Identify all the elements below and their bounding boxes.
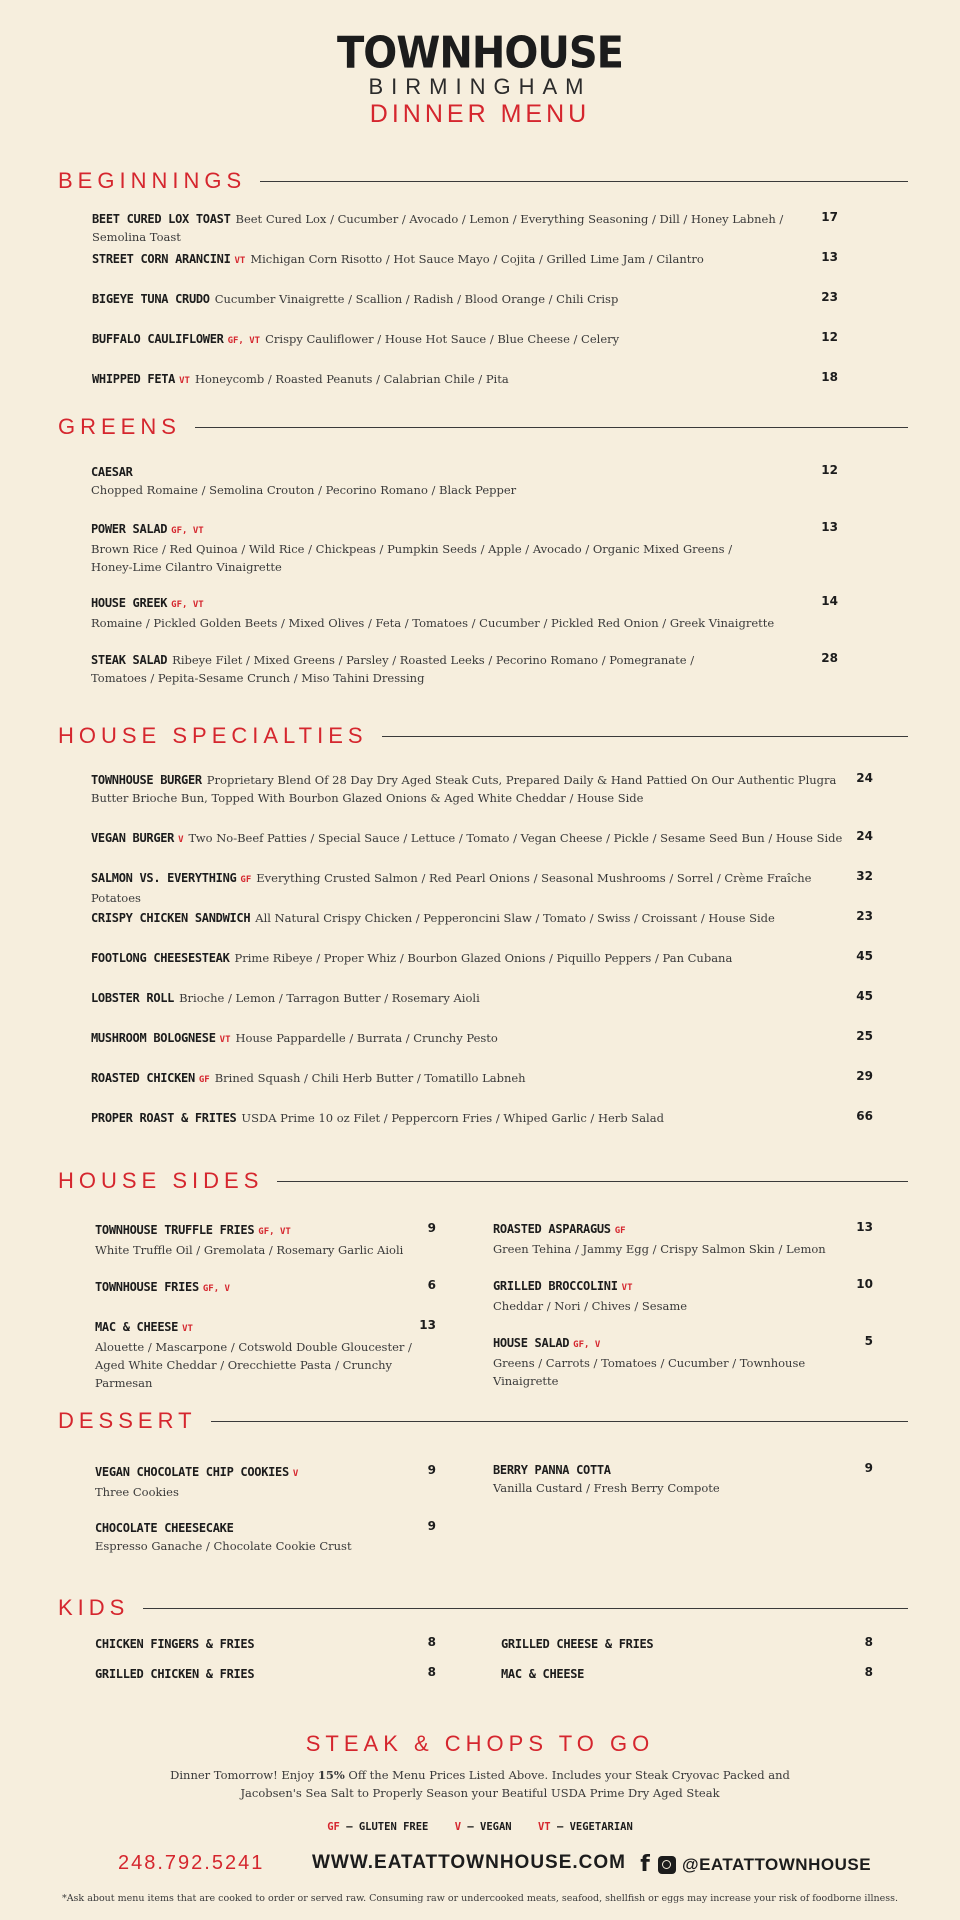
item-description: Espresso Ganache / Chocolate Cookie Crust xyxy=(95,1539,352,1553)
item-description: Green Tehina / Jammy Egg / Crispy Salmon Skin / Lemon xyxy=(493,1242,826,1256)
item-description: USDA Prime 10 oz Filet / Peppercorn Fries / Whiped Garlic / Herb Salad xyxy=(241,1111,664,1125)
section-house-specialties xyxy=(58,721,908,751)
item-name: FOOTLONG CHEESESTEAK xyxy=(91,951,230,965)
dietary-tag: VT xyxy=(219,1035,231,1045)
section-title: GREENS xyxy=(58,414,181,439)
legend-label: – VEGETARIAN xyxy=(556,1821,633,1833)
item-name: CHICKEN FINGERS & FRIES xyxy=(95,1637,255,1651)
item-name: TOWNHOUSE FRIES xyxy=(95,1280,199,1294)
dietary-tag: GF, VT xyxy=(227,336,261,346)
item-price: 29 xyxy=(856,1069,873,1083)
facebook-icon[interactable]: f xyxy=(640,1852,650,1877)
item-price: 66 xyxy=(856,1109,873,1123)
menu-item xyxy=(91,949,861,967)
dietary-tag: GF, VT xyxy=(258,1227,291,1237)
item-description: Honeycomb / Roasted Peanuts / Calabrian Chile / Pita xyxy=(194,372,509,386)
city-name: BIRMINGHAM xyxy=(368,74,592,99)
legend-label: – GLUTEN FREE xyxy=(346,1821,429,1833)
item-name: POWER SALAD xyxy=(91,522,168,536)
section-house-sides xyxy=(58,1166,908,1196)
dietary-tag: GF xyxy=(240,875,252,885)
item-description: Romaine / Pickled Golden Beets / Mixed Olives / Feta / Tomatoes / Cucumber / Pickled Red Onion / Greek Vinaigrette xyxy=(91,616,775,630)
menu-item xyxy=(95,1635,435,1653)
menu-item xyxy=(91,463,811,499)
section-title: DESSERT xyxy=(58,1408,197,1433)
section-rule xyxy=(143,1608,908,1609)
item-name: STREET CORN ARANCINI xyxy=(92,252,231,266)
item-description: Honey-Lime Cilantro Vinaigrette xyxy=(91,560,282,574)
item-name: PROPER ROAST & FRITES xyxy=(91,1111,237,1125)
section-rule xyxy=(382,736,908,737)
item-name: CHOCOLATE CHEESECAKE xyxy=(95,1521,234,1535)
item-name: VEGAN BURGER xyxy=(91,831,175,845)
instagram-icon[interactable] xyxy=(658,1856,676,1874)
menu-item xyxy=(91,594,811,632)
item-name: MAC & CHEESE xyxy=(501,1667,585,1681)
menu-item xyxy=(91,829,861,849)
item-price: 32 xyxy=(856,869,873,883)
item-description: Aged White Cheddar / Orecchiette Pasta / Crunchy Parmesan xyxy=(95,1358,393,1390)
item-description: Butter Brioche Bun, Topped With Bourbon Glazed Onions & Aged White Cheddar / House Side xyxy=(91,791,644,805)
item-name: HOUSE SALAD xyxy=(493,1336,570,1350)
item-description: Tomatoes / Pepita-Sesame Crunch / Miso Tahini Dressing xyxy=(91,671,425,685)
menu-item xyxy=(91,1029,861,1049)
dietary-legend xyxy=(0,1821,960,1833)
item-price: 18 xyxy=(821,370,838,384)
item-price: 8 xyxy=(864,1635,873,1649)
menu-item xyxy=(92,210,812,246)
item-description: Prime Ribeye / Proper Whiz / Bourbon Glazed Onions / Piquillo Peppers / Pan Cubana xyxy=(234,951,733,965)
item-price: 8 xyxy=(427,1665,436,1679)
item-name: BUFFALO CAULIFLOWER xyxy=(92,332,224,346)
dietary-tag: GF, VT xyxy=(171,600,204,610)
togo-text: Dinner Tomorrow! Enjoy xyxy=(170,1768,318,1782)
menu-item xyxy=(493,1277,863,1315)
dietary-tag: VT xyxy=(234,256,246,266)
menu-item xyxy=(501,1635,841,1653)
section-beginnings xyxy=(58,166,908,196)
social-links xyxy=(638,1852,871,1877)
item-description: Beet Cured Lox / Cucumber / Avocado / Lemon / Everything Seasoning / Dill / Honey Labneh / Semolina Toast xyxy=(92,212,784,244)
item-description: Michigan Corn Risotto / Hot Sauce Mayo / Cojita / Grilled Lime Jam / Cilantro xyxy=(250,252,704,266)
item-price: 10 xyxy=(856,1277,873,1291)
section-rule xyxy=(195,427,908,428)
dietary-tag: VT xyxy=(182,1324,193,1334)
menu-item xyxy=(95,1519,435,1555)
item-price: 12 xyxy=(821,463,838,477)
section-kids xyxy=(58,1593,908,1623)
item-description: Cucumber Vinaigrette / Scallion / Radish / Blood Orange / Chili Crisp xyxy=(214,292,619,306)
item-description: Everything Crusted Salmon / Red Pearl Onions / Seasonal Mushrooms / Sorrel / Crème Fraîche Potatoes xyxy=(91,871,812,905)
item-price: 8 xyxy=(427,1635,436,1649)
item-price: 13 xyxy=(419,1318,436,1332)
menu-item xyxy=(95,1278,435,1298)
menu-item xyxy=(493,1334,863,1390)
item-name: MUSHROOM BOLOGNESE xyxy=(91,1031,216,1045)
item-price: 12 xyxy=(821,330,838,344)
section-title: HOUSE SPECIALTIES xyxy=(58,723,368,748)
legend-vegan xyxy=(455,1821,512,1833)
item-price: 17 xyxy=(821,210,838,224)
section-dessert xyxy=(58,1406,908,1436)
dietary-tag: VT xyxy=(621,1283,633,1293)
item-price: 25 xyxy=(856,1029,873,1043)
item-description: Greens / Carrots / Tomatoes / Cucumber / Townhouse Vinaigrette xyxy=(493,1356,806,1388)
togo-discount: 15% xyxy=(317,1768,345,1782)
item-price: 6 xyxy=(427,1278,436,1292)
item-description: Cheddar / Nori / Chives / Sesame xyxy=(493,1299,688,1313)
item-price: 9 xyxy=(427,1519,436,1533)
legend-vegetarian xyxy=(538,1821,633,1833)
menu-item xyxy=(95,1221,435,1259)
menu-item xyxy=(91,989,861,1007)
item-description: Proprietary Blend Of 28 Day Dry Aged Steak Cuts, Prepared Daily & Hand Pattied On Our Authentic Plugra xyxy=(206,773,837,787)
item-description: White Truffle Oil / Gremolata / Rosemary Garlic Aioli xyxy=(95,1243,404,1257)
item-name: HOUSE GREEK xyxy=(91,596,168,610)
section-greens xyxy=(58,412,908,442)
item-description: Alouette / Mascarpone / Cotswold Double Gloucester / xyxy=(95,1340,412,1354)
menu-item xyxy=(92,250,812,270)
item-name: GRILLED BROCCOLINI xyxy=(493,1279,618,1293)
dietary-tag: VT xyxy=(179,376,190,386)
item-price: 13 xyxy=(856,1220,873,1234)
dietary-tag: GF, VT xyxy=(171,526,204,536)
item-price: 8 xyxy=(864,1665,873,1679)
menu-item xyxy=(92,370,812,390)
item-description: All Natural Crispy Chicken / Pepperoncini Slaw / Tomato / Swiss / Croissant / House Side xyxy=(255,911,775,925)
menu-item xyxy=(91,520,811,576)
social-handle[interactable]: @EATATTOWNHOUSE xyxy=(682,1854,872,1874)
item-description: Chopped Romaine / Semolina Crouton / Pecorino Romano / Black Pepper xyxy=(91,483,517,497)
dietary-tag: V xyxy=(178,835,184,845)
item-name: MAC & CHEESE xyxy=(95,1320,179,1334)
item-price: 45 xyxy=(856,989,873,1003)
dietary-tag: V xyxy=(292,1469,299,1479)
item-price: 23 xyxy=(821,290,838,304)
item-price: 9 xyxy=(864,1461,873,1475)
item-price: 24 xyxy=(856,829,873,843)
item-name: BIGEYE TUNA CRUDO xyxy=(92,292,210,306)
menu-item xyxy=(501,1665,841,1683)
item-description: Crispy Cauliflower / House Hot Sauce / Blue Cheese / Celery xyxy=(265,332,620,346)
brand-logo: TOWNHOUSE xyxy=(337,27,623,79)
item-name: GRILLED CHEESE & FRIES xyxy=(501,1637,654,1651)
item-description: Ribeye Filet / Mixed Greens / Parsley / Roasted Leeks / Pecorino Romano / Pomegranate / xyxy=(172,653,695,667)
item-price: 13 xyxy=(821,250,838,264)
section-title: HOUSE SIDES xyxy=(58,1168,264,1193)
item-description: House Pappardelle / Burrata / Crunchy Pesto xyxy=(235,1031,498,1045)
menu-item xyxy=(493,1220,863,1258)
dietary-tag: GF xyxy=(198,1075,210,1085)
item-description: Brioche / Lemon / Tarragon Butter / Rosemary Aioli xyxy=(179,991,480,1005)
item-name: ROASTED ASPARAGUS xyxy=(493,1222,611,1236)
menu-item xyxy=(95,1318,435,1392)
item-price: 9 xyxy=(427,1463,436,1477)
item-price: 9 xyxy=(427,1221,436,1235)
item-name: STEAK SALAD xyxy=(91,653,168,667)
menu-item xyxy=(91,1069,861,1089)
menu-item xyxy=(493,1461,863,1497)
menu-item xyxy=(91,771,861,807)
item-price: 23 xyxy=(856,909,873,923)
item-description: Two No-Beef Patties / Special Sauce / Lettuce / Tomato / Vegan Cheese / Pickle / Sesame Seed Bun / House Side xyxy=(188,831,843,845)
togo-description xyxy=(0,1766,960,1802)
item-name: CRISPY CHICKEN SANDWICH xyxy=(91,911,251,925)
item-description: Brown Rice / Red Quinoa / Wild Rice / Chickpeas / Pumpkin Seeds / Apple / Avocado / Organic Mixed Greens / xyxy=(91,542,733,556)
menu-item xyxy=(91,869,861,907)
item-name: LOBSTER ROLL xyxy=(91,991,175,1005)
item-name: TOWNHOUSE TRUFFLE FRIES xyxy=(95,1223,255,1237)
item-description: Brined Squash / Chili Herb Butter / Tomatillo Labneh xyxy=(214,1071,526,1085)
phone-number[interactable]: 248.792.5241 xyxy=(118,1852,265,1874)
menu-item xyxy=(92,330,812,350)
menu-item xyxy=(92,290,812,308)
dietary-tag: GF, V xyxy=(202,1284,230,1294)
menu-item xyxy=(91,1109,861,1127)
dietary-tag: GF, V xyxy=(573,1340,601,1350)
dietary-tag: GF xyxy=(614,1226,626,1236)
menu-item xyxy=(95,1665,435,1683)
legend-key: GF xyxy=(327,1821,340,1833)
website-link[interactable]: WWW.EATATTOWNHOUSE.COM xyxy=(312,1852,626,1873)
item-name: TOWNHOUSE BURGER xyxy=(91,773,202,787)
legend-label: – VEGAN xyxy=(467,1821,512,1833)
menu-item xyxy=(91,909,861,927)
item-name: BERRY PANNA COTTA xyxy=(493,1463,611,1477)
section-rule xyxy=(260,181,908,182)
legend-key: VT xyxy=(537,1821,551,1833)
togo-text: Jacobsen's Sea Salt to Properly Season your Beatiful USDA Prime Dry Aged Steak xyxy=(240,1786,720,1800)
item-name: WHIPPED FETA xyxy=(92,372,176,386)
item-name: SALMON VS. EVERYTHING xyxy=(91,871,237,885)
menu-title: DINNER MENU xyxy=(369,100,591,128)
togo-title: STEAK & CHOPS TO GO xyxy=(305,1731,655,1756)
item-name: BEET CURED LOX TOAST xyxy=(92,212,231,226)
legend-gluten-free xyxy=(327,1821,428,1833)
section-rule xyxy=(211,1421,908,1422)
item-price: 5 xyxy=(864,1334,873,1348)
item-description: Three Cookies xyxy=(95,1485,179,1499)
disclaimer: *Ask about menu items that are cooked to order or served raw. Consuming raw or undercooked meats, seafood, shellfish or eggs may increase your risk of foodborne illness. xyxy=(61,1893,899,1904)
item-description: Vanilla Custard / Fresh Berry Compote xyxy=(493,1481,720,1495)
item-name: GRILLED CHICKEN & FRIES xyxy=(95,1667,255,1681)
item-price: 13 xyxy=(821,520,838,534)
item-name: CAESAR xyxy=(91,465,133,479)
menu-item xyxy=(95,1463,435,1501)
item-price: 45 xyxy=(856,949,873,963)
item-price: 24 xyxy=(856,771,873,785)
section-rule xyxy=(277,1181,908,1182)
section-title: KIDS xyxy=(58,1595,130,1620)
item-name: VEGAN CHOCOLATE CHIP COOKIES xyxy=(95,1465,289,1479)
item-price: 28 xyxy=(821,651,838,665)
section-title: BEGINNINGS xyxy=(58,168,247,193)
legend-key: V xyxy=(454,1821,462,1833)
togo-text: Off the Menu Prices Listed Above. Includes your Steak Cryovac Packed and xyxy=(344,1768,790,1782)
item-name: ROASTED CHICKEN xyxy=(91,1071,195,1085)
menu-item xyxy=(91,651,811,687)
item-price: 14 xyxy=(821,594,838,608)
